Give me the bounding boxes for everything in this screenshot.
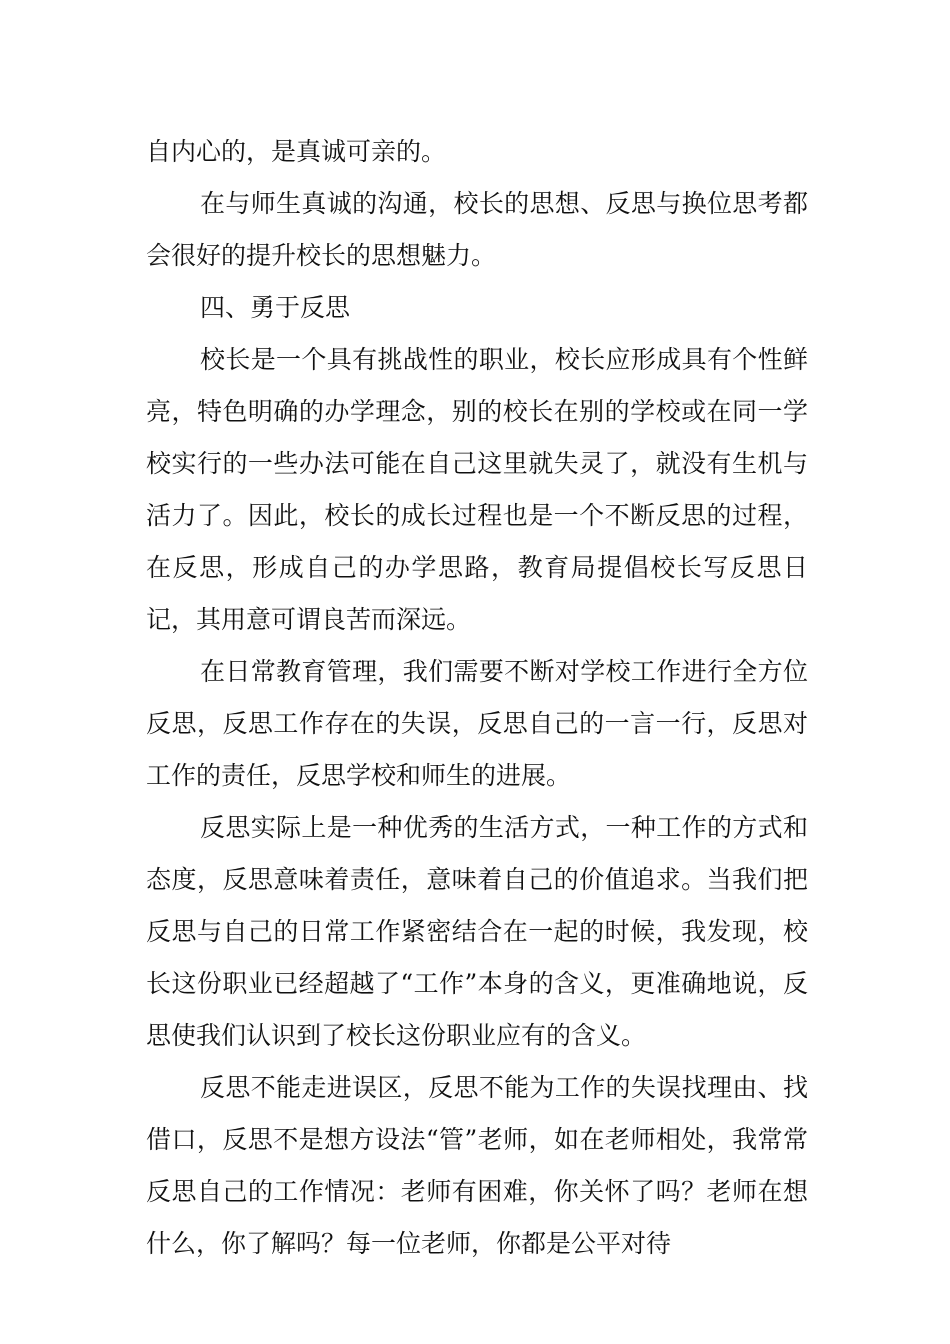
document-body (146, 126, 808, 1270)
paragraph-reflection-lifestyle: 反思实际上是一种优秀的生活方式，一种工作的方式和态度，反思意味着责任，意味着自己的价值追求。当我们把反思与自己的日常工作紧密结合在一起的时候，我发现，校长这份职业已经超越了“工作”本身的含义，更准确地说，反思使我们认识到了校长这份职业应有的含义。 (146, 813, 808, 1050)
paragraph-continuation: 自内心的，是真诚可亲的。 (146, 137, 447, 166)
paragraph-principal-career: 校长是一个具有挑战性的职业，校长应形成具有个性鲜亮，特色明确的办学理念，别的校长在别的学校或在同一学校实行的一些办法可能在自己这里就失灵了，就没有生机与活力了。因此，校长的成长过程也是一个不断反思的过程，在反思，形成自己的办学思路，教育局提倡校长写反思日记，其用意可谓良苦而深远。 (146, 345, 808, 634)
paragraph-communication: 在与师生真诚的沟通，校长的思想、反思与换位思考都会很好的提升校长的思想魅力。 (146, 189, 808, 270)
section-heading: 四、勇于反思 (200, 293, 351, 322)
paragraph-daily-management: 在日常教育管理，我们需要不断对学校工作进行全方位反思，反思工作存在的失误，反思自己的一言一行，反思对工作的责任，反思学校和师生的进展。 (146, 657, 808, 790)
paragraph-reflection-pitfalls: 反思不能走进误区，反思不能为工作的失误找理由、找借口，反思不是想方设法“管”老师，如在老师相处，我常常反思自己的工作情况：老师有困难，你关怀了吗？老师在想什么，你了解吗？每一位老师，你都是公平对待 (146, 1073, 808, 1258)
